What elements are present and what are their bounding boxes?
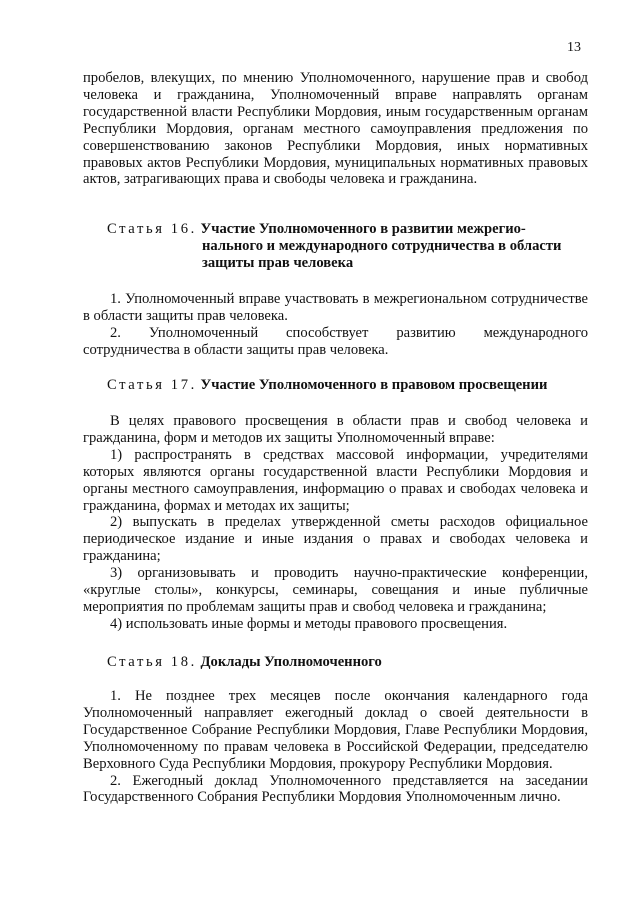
article-18-item-1: 1. Не позднее трех месяцев после окончания календарного года Уполномоченный направляет ежегодный доклад о своей деятельности в Государственное Собрание Республики Мордовия, Главе Республики Мордовия, Уполномоченному по правам человека в Российской Федерации, председателю Верховного Суда Республики Мордовия, прокурору Республики Мордовия. <box>83 688 588 772</box>
article-16-body <box>83 291 588 359</box>
article-16-label: Статья 16. <box>107 221 197 237</box>
article-17-heading <box>107 377 577 394</box>
article-16-item-2: 2. Уполномоченный способствует развитию международного сотрудничества в области защиты прав человека. <box>83 324 588 358</box>
article-17-item-4: 4) использовать иные формы и методы правового просвещения. <box>110 615 508 632</box>
article-17-lead: В целях правового просвещения в области прав и свобод человека и гражданина, форм и методов их защиты Уполномоченный вправе: <box>83 413 588 446</box>
article-18-body <box>83 688 588 806</box>
article-17-item-3: 3) организовывать и проводить научно-практические конференции, «круглые столы», конкурсы, семинары, совещания и иные публичные мероприятия по проблемам защиты прав и свобод человека и гражданина; <box>83 565 588 615</box>
article-17-body <box>83 413 588 633</box>
article-17-label: Статья 17. <box>107 377 197 393</box>
intro-text: пробелов, влекущих, по мнению Уполномоченного, нарушение прав и свобод человека и гражданина, Уполномоченный вправе направлять органам государственной власти Республики Мордовия, иным государственным органам Республики Мордовия, органам местного самоуправления предложения по совершенствованию законов Республики Мордовия, иных нормативных правовых актов Республики Мордовия, муниципальных нормативных правовых актов, затрагивающих права и свободы человека и гражданина. <box>83 70 588 188</box>
article-18-label: Статья 18. <box>107 654 197 670</box>
article-17-item-1: 1) распространять в средствах массовой информации, учредителями которых являются органы государственной власти Республики Мордовия и органы местного самоуправления, информацию о правах и свободах человека и гражданина, формах и методах их защиты; <box>83 446 588 514</box>
article-17-title: Участие Уполномоченного в правовом просвещении <box>200 377 548 393</box>
article-16-heading <box>107 221 577 272</box>
intro-paragraph <box>83 70 588 188</box>
article-16-title-line3: защиты прав человека <box>202 254 354 271</box>
page-number: 13 <box>567 40 581 55</box>
article-16-title-line2: нального и международного сотрудничества в области <box>202 237 562 254</box>
article-16-item-1: 1. Уполномоченный вправе участвовать в межрегиональном сотрудничестве в области защиты прав человека. <box>83 291 588 324</box>
article-18-heading <box>107 654 577 671</box>
article-18-title: Доклады Уполномоченного <box>200 654 382 670</box>
article-17-item-2: 2) выпускать в пределах утвержденной сметы расходов официальное периодическое издание и иные издания о правах и свободах человека и гражданина; <box>83 514 588 565</box>
article-18-item-2: 2. Ежегодный доклад Уполномоченного представляется на заседании Государственного Собрания Республики Мордовия Уполномоченным лично. <box>83 772 588 806</box>
article-16-title-line1: Участие Уполномоченного в развитии межрегио- <box>200 221 526 237</box>
